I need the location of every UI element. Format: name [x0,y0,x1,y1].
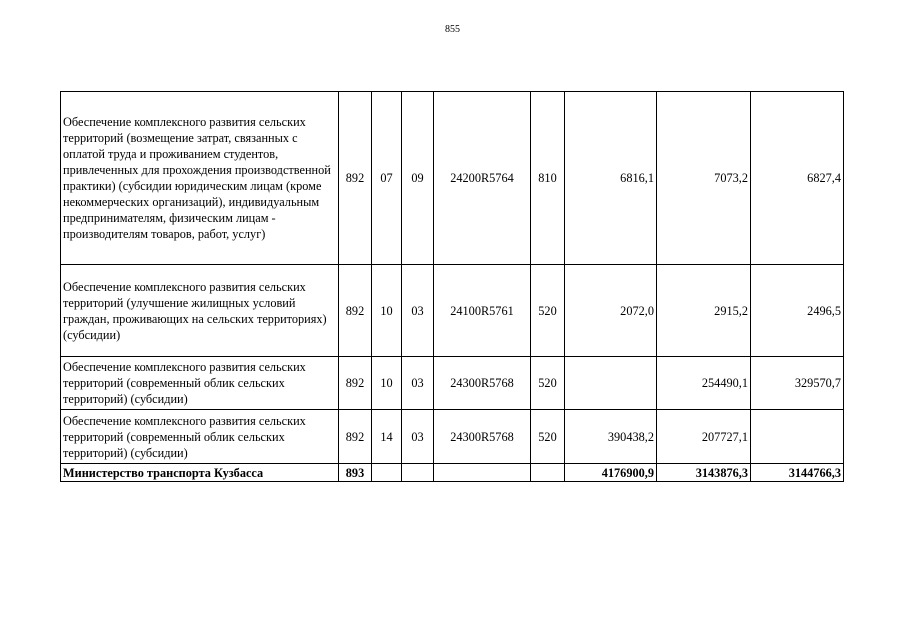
amount-year-2: 254490,1 [657,357,751,410]
ministry-code: 892 [339,410,372,464]
total-section-code [372,464,402,482]
total-row [61,464,844,482]
row-description: Обеспечение комплексного развития сельских территорий (современный облик сельских территорий) (субсидии) [61,410,339,464]
target-article-code: 24300R5768 [434,357,531,410]
amount-year-1 [565,357,657,410]
target-article-code: 24200R5764 [434,92,531,265]
ministry-code: 892 [339,357,372,410]
target-article-code: 24300R5768 [434,410,531,464]
table-row [61,410,844,464]
row-description: Обеспечение комплексного развития сельских территорий (возмещение затрат, связанных с оплатой труда и проживанием студентов, привлеченных для прохождения производственной практики) (субсидии юридическим лицам (кроме некоммерческих организаций), индивидуальным предпринимателям, физическим лицам - производителям товаров, работ, услуг) [61,92,339,265]
amount-year-1: 6816,1 [565,92,657,265]
row-description: Обеспечение комплексного развития сельских территорий (современный облик сельских территорий) (субсидии) [61,357,339,410]
ministry-code: 892 [339,92,372,265]
total-target-article-code [434,464,531,482]
table-row [61,92,844,265]
expense-type-code: 520 [531,357,565,410]
row-description: Обеспечение комплексного развития сельских территорий (улучшение жилищных условий граждан, проживающих на сельских территориях) (субсидии) [61,265,339,357]
total-amount-year-1: 4176900,9 [565,464,657,482]
section-code: 10 [372,357,402,410]
table-row [61,357,844,410]
amount-year-2: 7073,2 [657,92,751,265]
subsection-code: 03 [402,357,434,410]
subsection-code: 09 [402,92,434,265]
amount-year-3 [751,410,844,464]
total-amount-year-2: 3143876,3 [657,464,751,482]
total-ministry-code: 893 [339,464,372,482]
target-article-code: 24100R5761 [434,265,531,357]
amount-year-1: 2072,0 [565,265,657,357]
amount-year-1: 390438,2 [565,410,657,464]
section-code: 14 [372,410,402,464]
expense-type-code: 520 [531,410,565,464]
budget-table [60,91,844,482]
total-amount-year-3: 3144766,3 [751,464,844,482]
table-row [61,265,844,357]
amount-year-3: 329570,7 [751,357,844,410]
ministry-code: 892 [339,265,372,357]
subsection-code: 03 [402,265,434,357]
total-description: Министерство транспорта Кузбасса [61,464,339,482]
expense-type-code: 810 [531,92,565,265]
total-subsection-code [402,464,434,482]
amount-year-3: 6827,4 [751,92,844,265]
subsection-code: 03 [402,410,434,464]
amount-year-3: 2496,5 [751,265,844,357]
amount-year-2: 207727,1 [657,410,751,464]
page-number: 855 [445,24,460,35]
section-code: 10 [372,265,402,357]
total-expense-type-code [531,464,565,482]
section-code: 07 [372,92,402,265]
amount-year-2: 2915,2 [657,265,751,357]
expense-type-code: 520 [531,265,565,357]
